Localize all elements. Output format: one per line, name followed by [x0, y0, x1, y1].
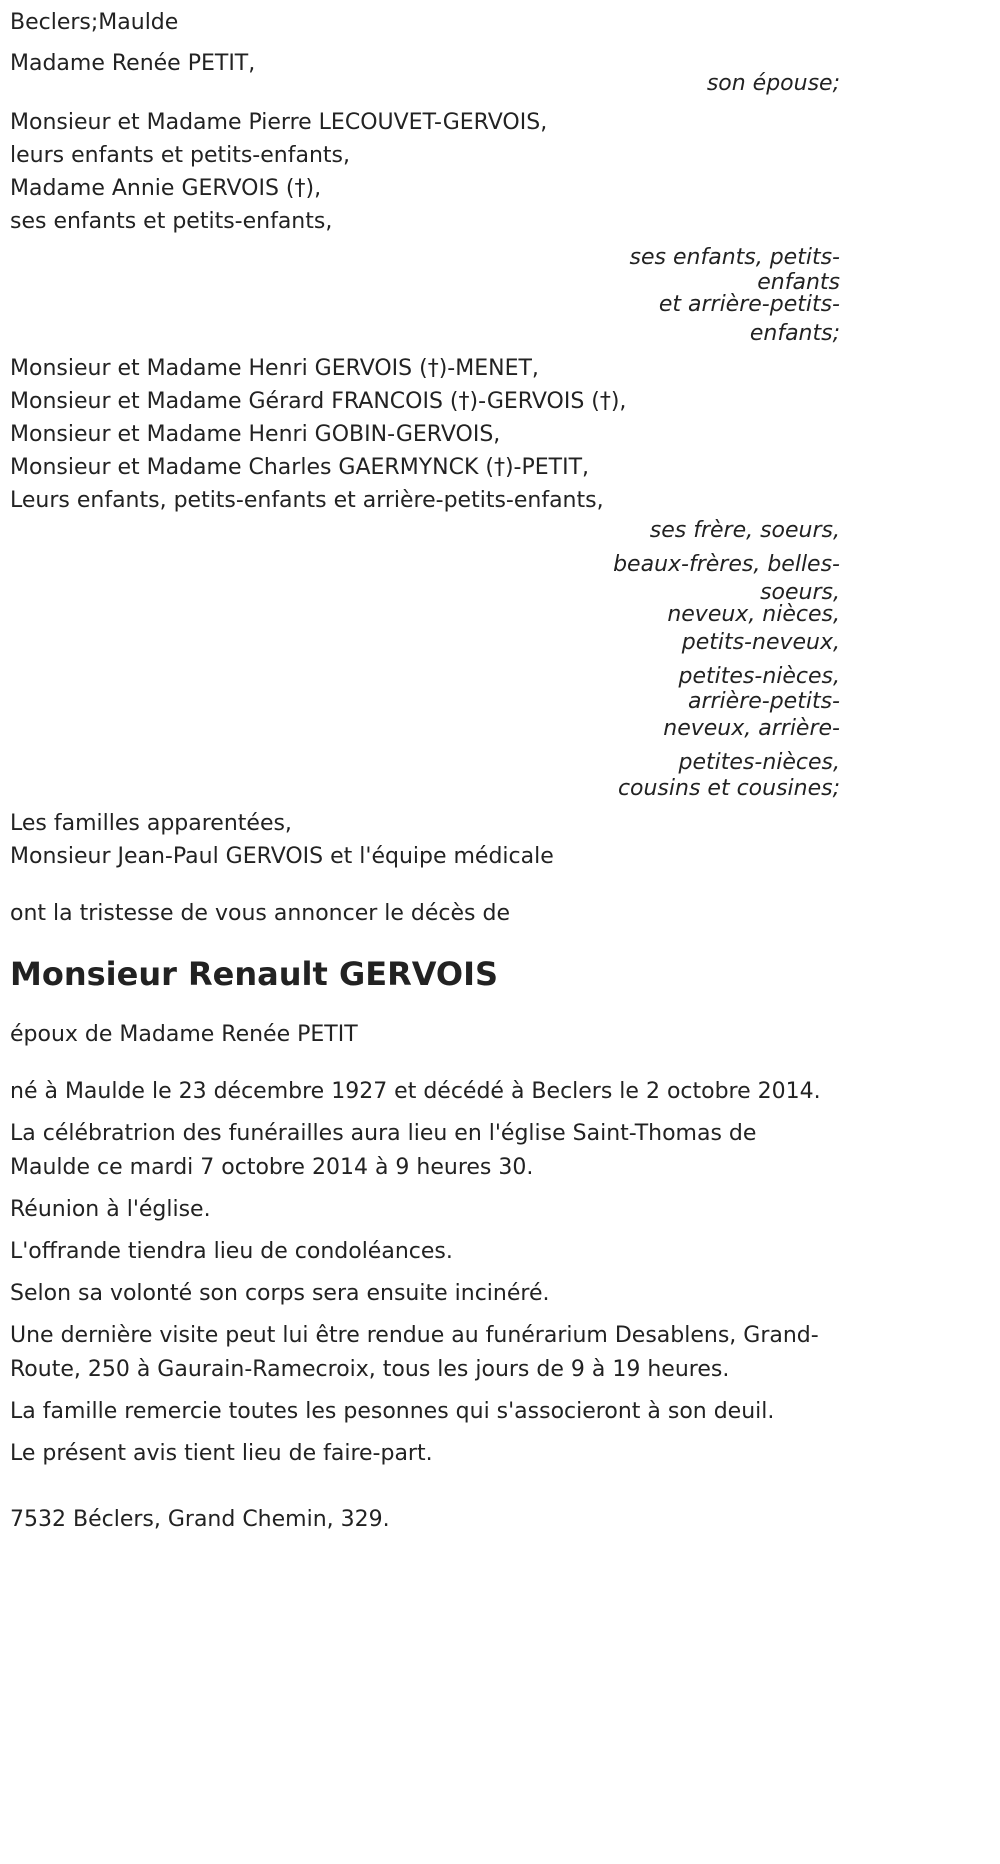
family-role: petits-neveux, [681, 630, 840, 655]
family-role: et arrière-petits- [658, 292, 840, 317]
family-line: ses enfants et petits-enfants, [10, 209, 333, 234]
family-role: neveux, nièces, [667, 602, 840, 627]
spouse-line: époux de Madame Renée PETIT [10, 1022, 358, 1047]
extended-family [10, 807, 840, 873]
family-line: Monsieur et Madame Pierre LECOUVET-GERVOIS, [10, 110, 548, 135]
family-line: Monsieur Jean-Paul GERVOIS et l'équipe médicale [10, 844, 554, 869]
family-role: soeurs, [760, 580, 840, 605]
address-line: 7532 Béclers, Grand Chemin, 329. [10, 1507, 390, 1532]
family-line: leurs enfants et petits-enfants, [10, 143, 350, 168]
obituary-notice [10, 0, 840, 1536]
detail-paragraph: né à Maulde le 23 décembre 1927 et décédé à Beclers le 2 octobre 2014. [10, 1079, 821, 1104]
family-role: son épouse; [706, 71, 840, 96]
family-role: petites-nièces, [678, 664, 840, 689]
family-group-spouse [10, 47, 840, 98]
family-line: Leurs enfants, petits-enfants et arrière-petits-enfants, [10, 488, 604, 513]
family-line: Monsieur et Madame Henri GOBIN-GERVOIS, [10, 422, 501, 447]
family-line: Monsieur et Madame Gérard FRANCOIS (†)-GERVOIS (†), [10, 389, 627, 414]
deceased-name: Monsieur Renault GERVOIS [10, 955, 499, 993]
detail-paragraph: La famille remercie toutes les pesonnes qui s'associeront à son deuil. [10, 1399, 775, 1424]
detail-paragraph: La célébratrion des funérailles aura lieu en l'église Saint-Thomas de Maulde ce mardi 7 octobre 2014 à 9 heures 30. [10, 1121, 757, 1180]
family-line: Monsieur et Madame Charles GAERMYNCK (†)-PETIT, [10, 455, 590, 480]
detail-paragraph: Selon sa volonté son corps sera ensuite incinéré. [10, 1281, 550, 1306]
detail-paragraph: Une dernière visite peut lui être rendue au funérarium Desablens, Grand-Route, 250 à Gaurain-Ramecroix, tous les jours de 9 à 19 heures. [10, 1323, 819, 1382]
funeral-details [10, 1075, 840, 1471]
family-role: arrière-petits- [687, 689, 840, 714]
family-role: cousins et cousines; [617, 776, 840, 801]
family-line: Les familles apparentées, [10, 811, 292, 836]
family-line: Monsieur et Madame Henri GERVOIS (†)-MENET, [10, 356, 539, 381]
family-role: enfants; [749, 321, 840, 346]
family-line: Madame Renée PETIT, [10, 51, 256, 76]
announcement-text: ont la tristesse de vous annoncer le décès de [10, 901, 511, 926]
detail-paragraph: L'offrande tiendra lieu de condoléances. [10, 1239, 453, 1264]
family-group-children [10, 106, 840, 352]
detail-paragraph: Réunion à l'église. [10, 1197, 211, 1222]
family-role: ses enfants, petits- [629, 245, 840, 270]
family-group-siblings [10, 352, 840, 799]
family-line: Madame Annie GERVOIS (†), [10, 176, 322, 201]
family-role: ses frère, soeurs, [649, 518, 840, 543]
family-role: neveux, arrière- [663, 716, 840, 741]
location-header: Beclers;Maulde [10, 10, 179, 35]
family-role: enfants [757, 270, 840, 295]
family-role: beaux-frères, belles- [613, 552, 840, 577]
family-role: petites-nièces, [678, 750, 840, 775]
detail-paragraph: Le présent avis tient lieu de faire-part. [10, 1441, 433, 1466]
